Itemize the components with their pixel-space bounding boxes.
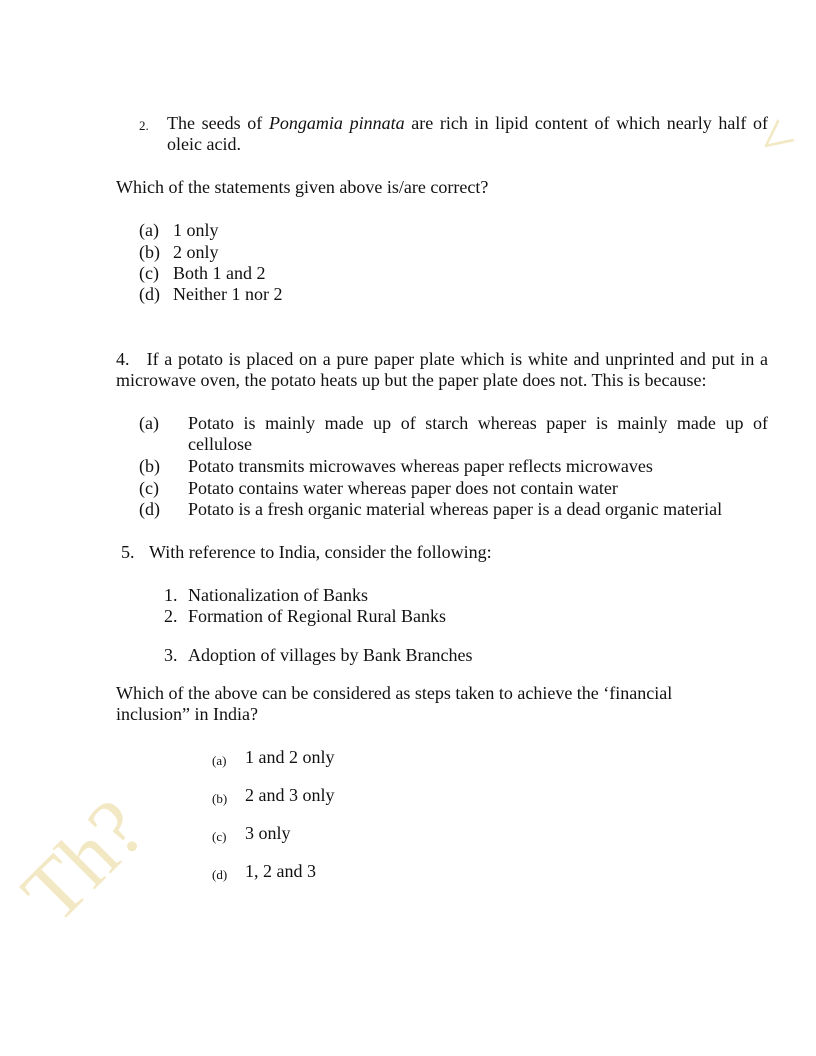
item-number: 2. bbox=[164, 606, 178, 626]
question-text: With reference to India, consider the following: bbox=[149, 542, 492, 562]
option-letter: (c) bbox=[139, 263, 159, 283]
option-letter: (c) bbox=[139, 478, 159, 498]
option-text: Potato is a fresh organic material whereas paper is a dead organic material bbox=[188, 499, 723, 519]
question-prompt: Which of the statements given above is/are correct? bbox=[116, 177, 489, 197]
option-letter: (d) bbox=[212, 867, 228, 882]
option-letter: (b) bbox=[139, 242, 160, 262]
item-text: Formation of Regional Rural Banks bbox=[188, 606, 446, 626]
question-number: 4. bbox=[116, 349, 130, 369]
question-number: 5. bbox=[121, 542, 135, 562]
option-letter: (a) bbox=[212, 753, 227, 768]
watermark-fragment-right: < bbox=[742, 102, 809, 174]
statement-number: 2. bbox=[139, 118, 149, 133]
option-text: Both 1 and 2 bbox=[173, 263, 266, 283]
option-text: 1 and 2 only bbox=[245, 747, 335, 767]
option-text: 1 only bbox=[173, 220, 219, 240]
option-text: 2 and 3 only bbox=[245, 785, 335, 805]
item-number: 3. bbox=[164, 645, 178, 665]
item-text: Nationalization of Banks bbox=[188, 585, 368, 605]
option-text: Potato is mainly made up of starch whereas paper is mainly made up of cellulose bbox=[188, 413, 768, 454]
watermark-text-left: Th? bbox=[4, 782, 163, 941]
question-prompt: Which of the above can be considered as steps taken to achieve the ‘financial inclusion” in India? bbox=[116, 683, 673, 724]
option-text: Neither 1 nor 2 bbox=[173, 284, 283, 304]
option-text: Potato contains water whereas paper does not contain water bbox=[188, 478, 618, 498]
option-letter: (a) bbox=[139, 220, 159, 240]
item-number: 1. bbox=[164, 585, 178, 605]
item-text: Adoption of villages by Bank Branches bbox=[188, 645, 473, 665]
option-text: 3 only bbox=[245, 823, 291, 843]
option-letter: (c) bbox=[212, 829, 227, 844]
option-letter: (b) bbox=[212, 791, 228, 806]
option-text: 1, 2 and 3 bbox=[245, 861, 316, 881]
statement-2-text: The seeds of Pongamia pinnata are rich in lipid content of which nearly half of oleic acid. bbox=[167, 113, 768, 154]
option-letter: (b) bbox=[139, 456, 160, 476]
option-text: 2 only bbox=[173, 242, 219, 262]
option-letter: (d) bbox=[139, 284, 160, 304]
question-text: 4. If a potato is placed on a pure paper plate which is white and unprinted and put in a microwave oven, the potato heats up but the paper plate does not. This is because: bbox=[116, 349, 769, 390]
option-letter: (a) bbox=[139, 413, 159, 433]
species-name: Pongamia pinnata bbox=[268, 113, 405, 133]
option-text: Potato transmits microwaves whereas paper reflects microwaves bbox=[188, 456, 653, 476]
option-letter: (d) bbox=[139, 499, 160, 519]
